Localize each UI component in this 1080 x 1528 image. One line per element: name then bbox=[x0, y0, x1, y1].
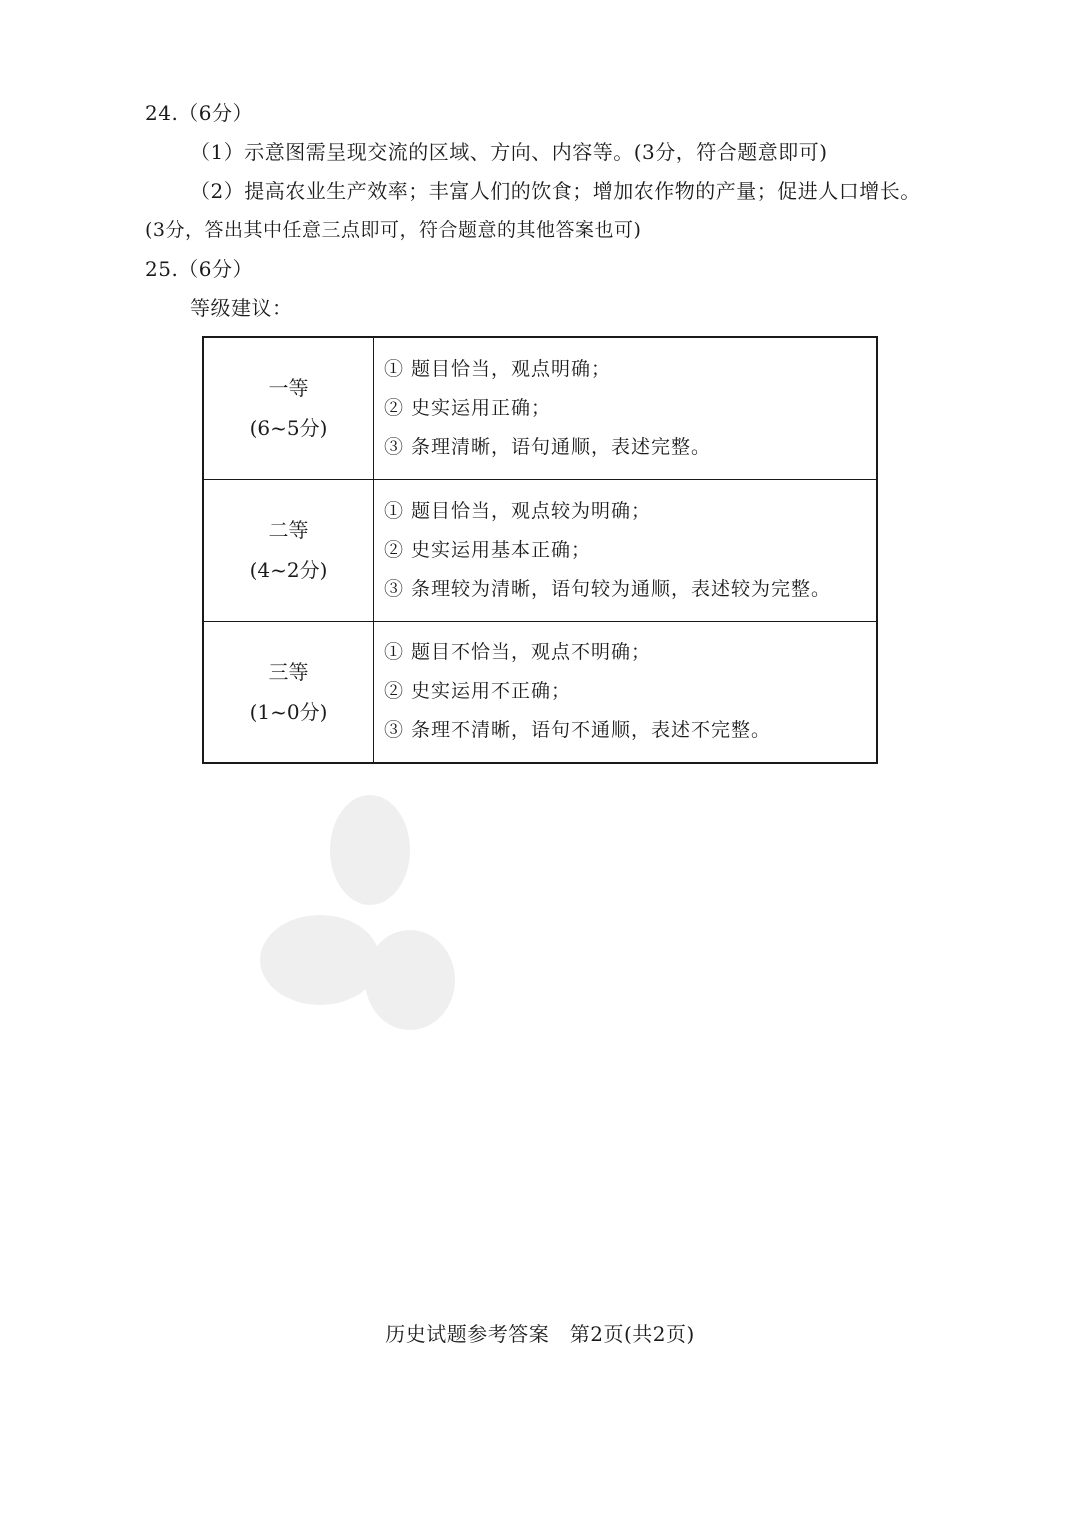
grade-level-score: (4~2分) bbox=[249, 558, 328, 582]
grade-level-cell bbox=[203, 621, 374, 763]
grade-row-first bbox=[203, 337, 877, 479]
grade-level-cell bbox=[203, 337, 374, 479]
question-24-scoring-note: (3分，答出其中任意三点即可，符合题意的其他答案也可) bbox=[145, 219, 642, 241]
grade-row-second bbox=[203, 479, 877, 621]
criterion-item: ① 题目恰当，观点明确； bbox=[384, 357, 612, 380]
grade-criteria-cell bbox=[374, 479, 878, 621]
grade-criteria-cell bbox=[374, 621, 878, 763]
grading-suggestion-label: 等级建议： bbox=[190, 296, 293, 320]
question-24-part-2-answer: （2）提高农业生产效率；丰富人们的饮食；增加农作物的产量；促进人口增长。 bbox=[190, 179, 921, 203]
grade-level-name: 二等 bbox=[268, 518, 309, 542]
criterion-item: ② 史实运用正确； bbox=[384, 396, 552, 419]
criterion-item: ③ 条理不清晰，语句不通顺，表述不完整。 bbox=[384, 719, 772, 742]
question-25-heading: 25.（6分） bbox=[145, 257, 254, 281]
faint-watermark-smudge bbox=[250, 790, 480, 1050]
grade-criteria-cell bbox=[374, 337, 878, 479]
grade-level-score: (1~0分) bbox=[249, 699, 328, 724]
grade-level-name: 一等 bbox=[268, 376, 309, 401]
criterion-item: ① 题目不恰当，观点不明确； bbox=[384, 641, 652, 664]
criterion-item: ③ 条理较为清晰，语句较为通顺，表述较为完整。 bbox=[384, 577, 832, 600]
criterion-item: ③ 条理清晰，语句通顺，表述完整。 bbox=[384, 435, 712, 458]
criterion-item: ① 题目恰当，观点较为明确； bbox=[384, 499, 652, 522]
question-24-heading: 24.（6分） bbox=[145, 101, 254, 125]
grade-level-name: 三等 bbox=[268, 659, 309, 684]
grade-level-cell bbox=[203, 479, 374, 621]
grading-table bbox=[202, 336, 878, 764]
page-footer: 历史试题参考答案 第2页(共2页) bbox=[385, 1322, 695, 1346]
question-24-part-1-answer: （1）示意图需呈现交流的区域、方向、内容等。(3分，符合题意即可) bbox=[190, 140, 828, 164]
grade-row-third bbox=[203, 621, 877, 763]
criterion-item: ② 史实运用不正确； bbox=[384, 680, 572, 703]
grade-level-score: (6~5分) bbox=[249, 416, 328, 441]
criterion-item: ② 史实运用基本正确； bbox=[384, 538, 592, 561]
